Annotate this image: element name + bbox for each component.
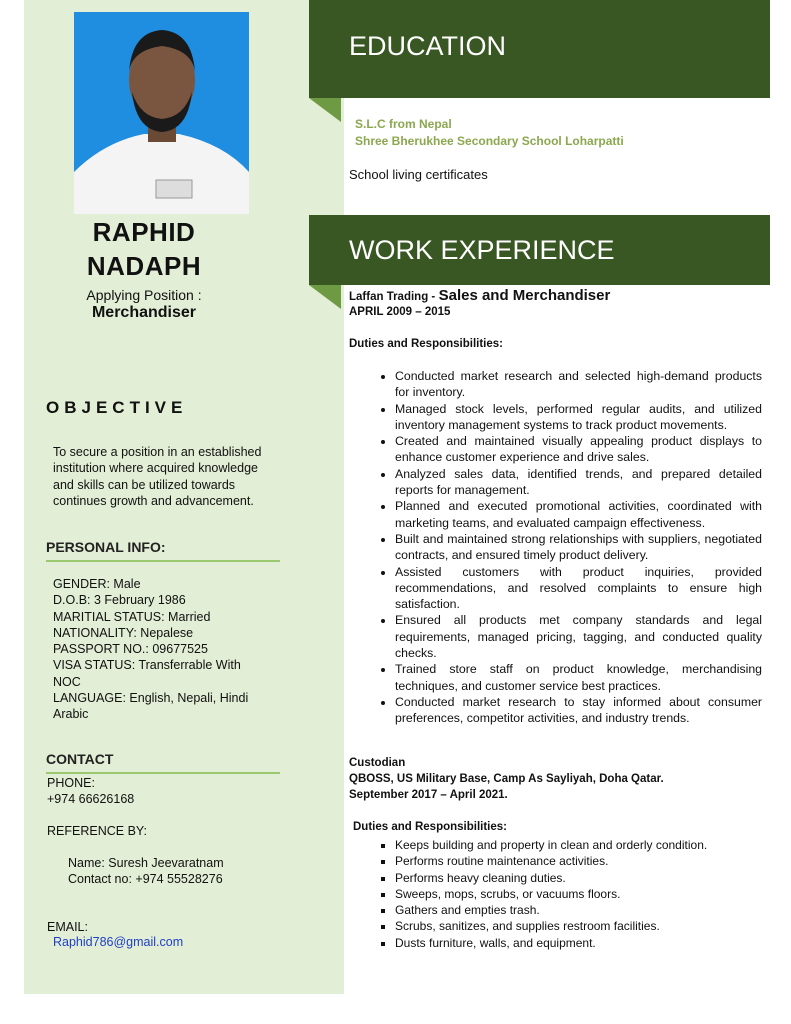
contact-divider <box>46 772 280 774</box>
education-line-2: Shree Bherukhee Secondary School Loharpatti <box>355 134 624 148</box>
objective-text: To secure a position in an established institution where acquired knowledge and skills can be utilized towards continues growth and advancement. <box>53 445 262 508</box>
phone-number: +974 66626168 <box>47 792 135 806</box>
job1-duties-label: Duties and Responsibilities: <box>349 338 503 350</box>
personal-info-item: LANGUAGE: English, Nepali, Hindi Arabic <box>53 691 249 722</box>
list-item: ▪ Performs heavy cleaning duties. <box>395 870 765 886</box>
list-item: • Analyzed sales data, identified trends, and prepared detailed reports for management. <box>395 466 762 499</box>
reference-name: Name: Suresh Jeevaratnam <box>68 856 224 870</box>
applying-position: Merchandiser <box>91 304 197 321</box>
list-item: • Conducted market research and selected high-demand products for inventory. <box>395 368 762 401</box>
list-item: ▪ Dusts furniture, walls, and equipment. <box>395 935 765 951</box>
list-item: ▪ Performs routine maintenance activities. <box>395 853 765 869</box>
work-experience-heading: WORK EXPERIENCE <box>309 215 770 285</box>
phone-label: PHONE: <box>47 776 95 790</box>
profile-photo <box>74 12 249 214</box>
last-name: NADAPH <box>86 251 202 281</box>
list-item: ▪ Gathers and empties trash. <box>395 902 765 918</box>
list-item: ▪ Keeps building and property in clean and orderly condition. <box>395 837 765 853</box>
job1-dates: APRIL 2009 – 2015 <box>349 306 451 318</box>
list-item: • Planned and executed promotional activities, coordinated with marketing teams, and evaluated campaign effectiveness. <box>395 498 762 531</box>
objective-heading: OBJECTIVE <box>46 398 188 417</box>
list-item: • Trained store staff on product knowledge, merchandising techniques, and customer service best practices. <box>395 661 762 694</box>
personal-info-item: VISA STATUS: Transferrable With NOC <box>53 658 241 689</box>
list-item: • Built and maintained strong relationships with suppliers, negotiated contracts, and ensured timely product delivery. <box>395 531 762 564</box>
education-banner-fold <box>309 98 341 122</box>
job1-title: Sales and Merchandiser <box>438 287 611 304</box>
list-item: ▪ Sweeps, mops, scrubs, or vacuums floors. <box>395 886 765 902</box>
job1-header <box>349 287 610 304</box>
email-link[interactable]: Raphid786@gmail.com <box>53 935 184 949</box>
job2-company: QBOSS, US Military Base, Camp As Sayliyah, Doha Qatar. <box>349 773 664 785</box>
job2-duties-list <box>395 837 765 951</box>
reference-label: REFERENCE BY: <box>47 824 148 838</box>
personal-info-list <box>53 576 268 723</box>
list-item: • Assisted customers with product inquiries, provided recommendations, and resolved complaints to ensure high satisfaction. <box>395 564 762 613</box>
list-item: ▪ Scrubs, sanitizes, and supplies restroom facilities. <box>395 918 765 934</box>
job2-duties-label: Duties and Responsibilities: <box>353 821 507 833</box>
education-line-1: S.L.C from Nepal <box>355 117 452 131</box>
education-certificate: School living certificates <box>349 167 488 182</box>
reference-contact: Contact no: +974 55528276 <box>68 872 223 886</box>
personal-info-item: D.O.B: 3 February 1986 <box>53 593 186 608</box>
personal-info-item: PASSPORT NO.: 09677525 <box>53 642 208 657</box>
email-label: EMAIL: <box>47 920 88 934</box>
job2-title: Custodian <box>349 757 406 769</box>
job1-duties-list <box>395 368 762 727</box>
list-item: • Created and maintained visually appealing product displays to enhance customer experience and drive sales. <box>395 433 762 466</box>
job2-dates: September 2017 – April 2021. <box>349 789 508 801</box>
personal-info-divider <box>46 560 280 562</box>
personal-info-heading: PERSONAL INFO: <box>46 539 166 555</box>
candidate-name <box>24 215 264 283</box>
list-item: • Ensured all products met company standards and legal requirements, managed pricing, tagging, and conducted quality checks. <box>395 612 762 661</box>
first-name: RAPHID <box>92 217 196 247</box>
job1-company: Laffan Trading - <box>349 291 436 303</box>
list-item: • Conducted market research to stay informed about consumer preferences, competitor activities, and industry trends. <box>395 694 762 727</box>
education-heading: EDUCATION <box>309 0 770 98</box>
personal-info-item: GENDER: Male <box>53 577 141 591</box>
personal-info-item: NATIONALITY: Nepalese <box>53 625 194 640</box>
personal-info-item: MARITIAL STATUS: Married <box>53 609 211 624</box>
applying-label: Applying Position : <box>86 287 202 303</box>
contact-heading: CONTACT <box>46 751 114 767</box>
work-banner-fold <box>309 285 341 309</box>
list-item: • Managed stock levels, performed regular audits, and utilized inventory management systems to track product movements. <box>395 401 762 434</box>
